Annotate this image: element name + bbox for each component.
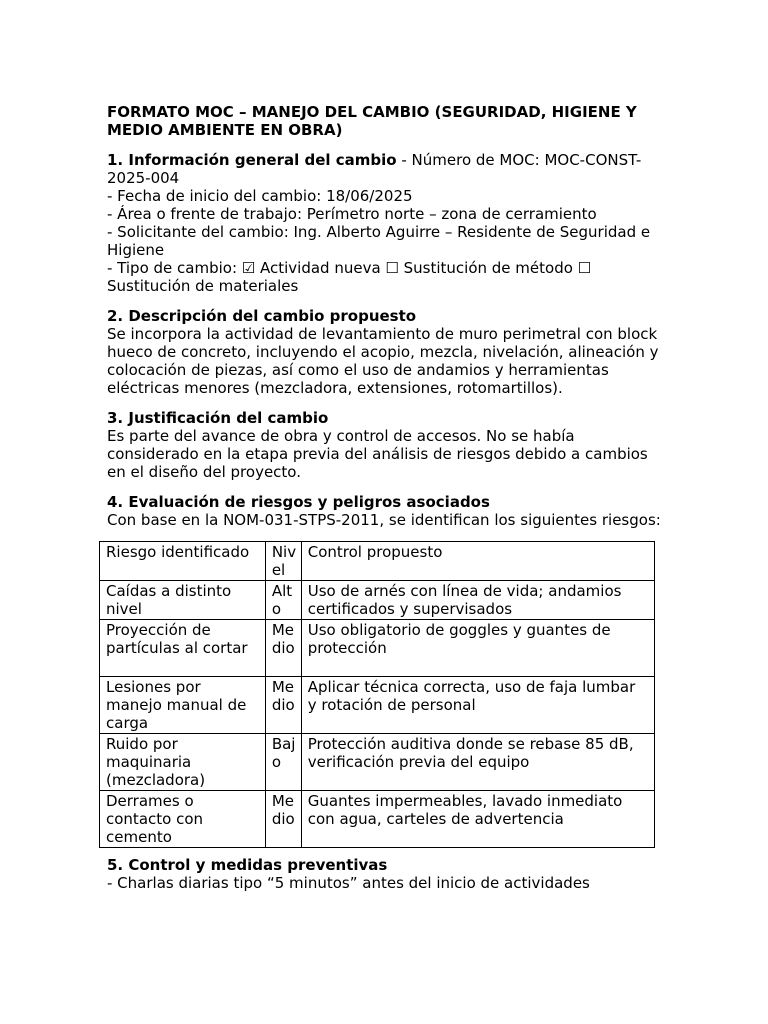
level-cell: Medio (265, 677, 301, 734)
control-cell: Guantes impermeables, lavado inmediato con agua, carteles de advertencia (301, 791, 654, 848)
control-cell: Uso de arnés con línea de vida; andamios certificados y supervisados (301, 581, 654, 620)
table-row (100, 791, 655, 848)
section-preventive-measures (107, 856, 667, 892)
moc-number: - Número de MOC: MOC-CONST-2025-004 (107, 151, 642, 187)
section-change-description (107, 307, 667, 397)
risk-cell: Caídas a distinto nivel (100, 581, 266, 620)
justification-text: Es parte del avance de obra y control de accesos. No se había considerado en la etapa previa del análisis de riesgos debido a cambios en el diseño del proyecto. (107, 427, 648, 481)
change-type: - Tipo de cambio: ☑ Actividad nueva ☐ Sustitución de método ☐ Sustitución de materiales (107, 259, 592, 295)
risk-cell: Lesiones por manejo manual de carga (100, 677, 266, 734)
table-header-row (100, 542, 655, 581)
level-cell: Medio (265, 620, 301, 677)
level-cell: Medio (265, 791, 301, 848)
change-requester: - Solicitante del cambio: Ing. Alberto Aguirre – Residente de Seguridad e Higiene (107, 223, 651, 259)
start-date: - Fecha de inicio del cambio: 18/06/2025 (107, 187, 413, 205)
control-cell: Uso obligatorio de goggles y guantes de protección (301, 620, 654, 677)
level-cell: Alto (265, 581, 301, 620)
risk-cell: Ruido por maquinaria (mezcladora) (100, 734, 266, 791)
section-2-heading: 2. Descripción del cambio propuesto (107, 307, 417, 325)
control-cell: Aplicar técnica correcta, uso de faja lumbar y rotación de personal (301, 677, 654, 734)
section-4-heading: 4. Evaluación de riesgos y peligros asociados (107, 493, 490, 511)
table-row (100, 581, 655, 620)
control-cell: Protección auditiva donde se rebase 85 dB, verificación previa del equipo (301, 734, 654, 791)
section-5-heading: 5. Control y medidas preventivas (107, 856, 388, 874)
header-risk: Riesgo identificado (100, 542, 266, 581)
section-justification (107, 409, 667, 481)
work-area: - Área o frente de trabajo: Perímetro norte – zona de cerramiento (107, 205, 597, 223)
level-cell: Bajo (265, 734, 301, 791)
risk-table (99, 541, 655, 848)
header-level: Nivel (265, 542, 301, 581)
preventive-measure-item: - Charlas diarias tipo “5 minutos” antes del inicio de actividades (107, 874, 590, 892)
section-risk-evaluation (107, 493, 667, 848)
section-1-heading: 1. Información general del cambio (107, 151, 397, 169)
header-control: Control propuesto (301, 542, 654, 581)
change-description-text: Se incorpora la actividad de levantamiento de muro perimetral con block hueco de concreto, incluyendo el acopio, mezcla, nivelación, alineación y colocación de piezas, así como el uso de andamios y herramientas eléctricas menores (mezcladora, extensiones, rotomartillos). (107, 325, 659, 397)
section-3-heading: 3. Justificación del cambio (107, 409, 329, 427)
section-general-info (107, 151, 667, 295)
table-row (100, 677, 655, 734)
general-info-first-line (107, 151, 667, 187)
risk-intro-text: Con base en la NOM-031-STPS-2011, se identifican los siguientes riesgos: (107, 511, 661, 529)
document-page (107, 103, 667, 904)
table-row (100, 620, 655, 677)
risk-cell: Derrames o contacto con cemento (100, 791, 266, 848)
document-title: FORMATO MOC – MANEJO DEL CAMBIO (SEGURIDAD, HIGIENE Y MEDIO AMBIENTE EN OBRA) (107, 103, 637, 139)
table-row (100, 734, 655, 791)
risk-cell: Proyección de partículas al cortar (100, 620, 266, 677)
